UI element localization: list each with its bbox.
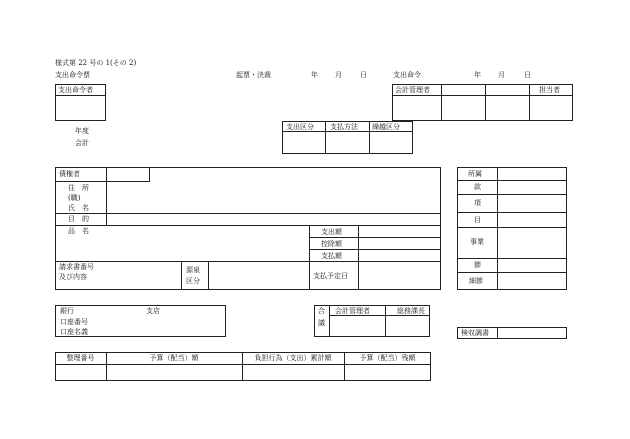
project-label: 事業 [470, 238, 484, 246]
withholding-category-label: 区分 [186, 277, 200, 285]
item-name-label: 品 名 [68, 227, 89, 235]
creditor-label: 債権者 [59, 170, 80, 178]
setsu-label: 節 [474, 261, 481, 269]
consult-accounting-manager-label: 会計管理者 [335, 307, 370, 315]
invoice-content-label: 及び内容 [59, 273, 87, 281]
reference-number-header: 整理番号 [66, 354, 95, 362]
day2-label: 日 [524, 71, 531, 79]
form-title: 支出命令票 [55, 71, 90, 79]
account-number-label: 口座番号 [60, 318, 88, 326]
cumulative-commitment-header: 負担行為（支出）累計額 [254, 354, 332, 362]
account-holder-label: 口座名義 [60, 328, 88, 336]
remaining-budget-header: 予算（配当）残額 [359, 354, 416, 362]
year-label: 年 [311, 71, 318, 79]
consultation-label-1: 合 [318, 307, 325, 315]
main-table [55, 167, 441, 290]
payment-amount-label: 支払額 [321, 252, 342, 260]
person-in-charge-label: 担当者 [539, 86, 560, 94]
consultation-label-2: 議 [318, 319, 325, 327]
kiketsu-label: 起票・決裁 [236, 71, 271, 79]
general-affairs-manager-label: 総務課長 [397, 307, 425, 315]
scheduled-payment-date-label: 支払予定日 [313, 272, 348, 280]
month2-label: 月 [498, 71, 505, 79]
account-label: 会計 [75, 139, 89, 147]
budget-allocation-header: 予算（配当）額 [149, 354, 199, 362]
carryover-category-label: 繰越区分 [372, 123, 400, 131]
name-label: 氏 名 [68, 204, 89, 212]
deduction-amount-label: 控除額 [321, 240, 342, 248]
issuer-label: 支出命令者 [58, 86, 93, 94]
address-label: 住 所 [68, 184, 89, 192]
day-label: 日 [360, 71, 367, 79]
expenditure-category-label: 支出区分 [286, 123, 314, 131]
branch-label: 支店 [146, 307, 160, 315]
accounting-manager-label: 会計管理者 [395, 86, 430, 94]
moku-label: 目 [474, 216, 481, 224]
inspection-report-label: 検収調書 [461, 329, 489, 337]
bank-label: 銀行 [60, 307, 74, 315]
saisetsu-label: 細節 [469, 277, 483, 285]
invoice-number-label: 請求書番号 [59, 263, 94, 271]
expenditure-amount-label: 支出額 [321, 228, 342, 236]
form-number: 様式第 22 号の 1(その 2) [55, 59, 137, 67]
payment-method-label: 支払方法 [330, 123, 358, 131]
title-label: (職) [68, 194, 81, 202]
department-label: 所属 [468, 170, 482, 178]
purpose-label: 目 的 [68, 215, 89, 223]
ko-label: 項 [474, 199, 481, 207]
month-label: 月 [335, 71, 342, 79]
fiscal-year-label: 年度 [75, 127, 89, 135]
kan-label: 款 [474, 183, 481, 191]
order-title: 支出命令 [393, 71, 421, 79]
withholding-label: 源泉 [186, 266, 200, 274]
year2-label: 年 [474, 71, 481, 79]
